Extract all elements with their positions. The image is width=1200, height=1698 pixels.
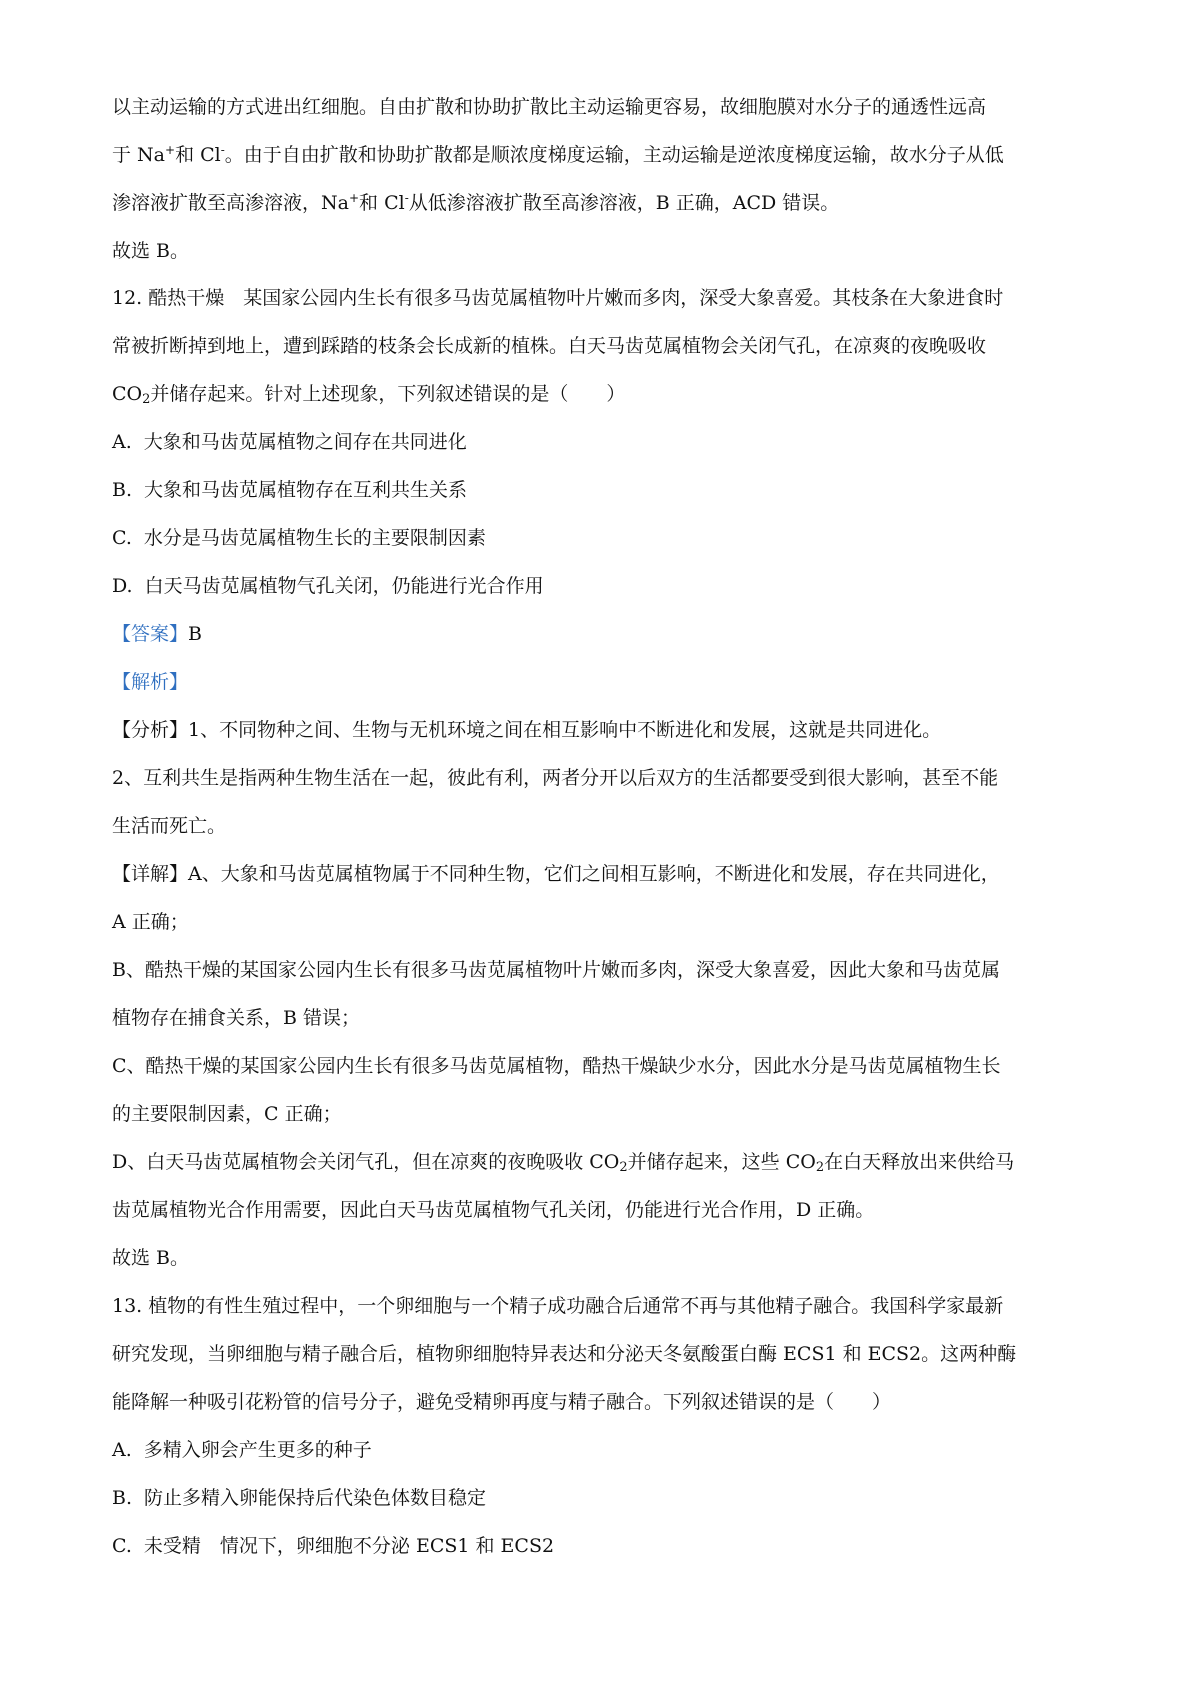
- text: 渗溶液扩散至高渗溶液，Na: [112, 192, 349, 214]
- text: 齿苋属植物光合作用需要，因此白天马齿苋属植物气孔关闭，仍能进行光合作用，D 正确。: [112, 1199, 875, 1221]
- option-letter: C.: [112, 527, 132, 549]
- option-text: 大象和马齿苋属植物存在互利共生关系: [144, 479, 468, 501]
- analysis-tag-line: [112, 667, 188, 697]
- text: 从低渗溶液扩散至高渗溶液，B 正确，ACD 错误。: [408, 192, 840, 214]
- analysis-line: [112, 715, 941, 745]
- option-b: [112, 475, 467, 505]
- text: 研究发现，当卵细胞与精子融合后，植物卵细胞特异表达和分泌天冬氨酸蛋白酶 ECS1 和 ECS2。这两种酶: [112, 1343, 1017, 1365]
- analysis-line: [112, 811, 226, 841]
- option-a: [112, 427, 467, 457]
- text: B、酷热干燥的某国家公园内生长有很多马齿苋属植物叶片嫩而多肉，深受大象喜爱，因此大象和马齿苋属: [112, 959, 1000, 981]
- option-c: [112, 523, 486, 553]
- question-13-stem: [112, 1387, 891, 1417]
- option-letter: B.: [112, 479, 133, 501]
- answer-tag: 【答案】: [112, 623, 189, 645]
- paragraph-line: [112, 140, 1004, 170]
- detail-line: [112, 1099, 342, 1129]
- option-letter: B.: [112, 1487, 133, 1509]
- text: 【详解】A、大象和马齿苋属植物属于不同种生物，它们之间相互影响，不断进化和发展，存在共同进化，: [112, 863, 1000, 885]
- text: 【分析】1、不同物种之间、生物与无机环境之间在相互影响中不断进化和发展，这就是共同进化。: [112, 719, 942, 741]
- question-12-stem: [112, 331, 986, 361]
- question-12-stem: [112, 379, 625, 409]
- option-b: [112, 1483, 486, 1513]
- text: A 正确；: [112, 911, 189, 933]
- text: 以主动运输的方式进出红细胞。自由扩散和协助扩散比主动运输更容易，故细胞膜对水分子的通透性远高: [112, 96, 987, 118]
- text: 和 Cl: [359, 192, 405, 214]
- superscript: -: [404, 191, 409, 205]
- analysis-line: [112, 763, 998, 793]
- text: 13. 植物的有性生殖过程中，一个卵细胞与一个精子成功融合后通常不再与其他精子融合。我国科学家最新: [112, 1295, 1004, 1317]
- text: 植物存在捕食关系，B 错误；: [112, 1007, 361, 1029]
- option-text: 防止多精入卵能保持后代染色体数目稳定: [144, 1487, 487, 1509]
- option-text: 未受精 情况下，卵细胞不分泌 ECS1 和 ECS2: [143, 1535, 555, 1557]
- option-text: 水分是马齿苋属植物生长的主要限制因素: [143, 527, 486, 549]
- superscript: -: [220, 143, 225, 157]
- text: 生活而死亡。: [112, 815, 227, 837]
- text: D、白天马齿苋属植物会关闭气孔，但在凉爽的夜晚吸收 CO: [112, 1151, 620, 1173]
- option-letter: D.: [112, 575, 133, 597]
- option-text: 大象和马齿苋属植物之间存在共同进化: [143, 431, 467, 453]
- detail-line: [112, 907, 189, 937]
- text: CO: [112, 383, 143, 405]
- superscript: +: [165, 143, 176, 157]
- detail-line: [112, 955, 1000, 985]
- text: 的主要限制因素，C 正确；: [112, 1103, 342, 1125]
- option-letter: C.: [112, 1535, 132, 1557]
- text: 故选 B。: [112, 240, 190, 262]
- text: 并储存起来，这些 CO: [627, 1151, 816, 1173]
- answer-line: [112, 619, 202, 649]
- text: 故选 B。: [112, 1247, 190, 1269]
- question-13-stem: [112, 1291, 1003, 1321]
- detail-line: [112, 859, 1000, 889]
- paragraph-line: [112, 92, 986, 122]
- text: 能降解一种吸引花粉管的信号分子，避免受精卵再度与精子融合。下列叙述错误的是（ ）: [112, 1391, 892, 1413]
- text: 并储存起来。针对上述现象，下列叙述错误的是（ ）: [150, 383, 626, 405]
- option-a: [112, 1435, 372, 1465]
- option-letter: A.: [112, 1439, 132, 1461]
- text: 常被折断掉到地上，遭到踩踏的枝条会长成新的植株。白天马齿苋属植物会关闭气孔，在凉爽的夜晚吸收: [112, 335, 987, 357]
- analysis-tag: 【解析】: [112, 671, 189, 693]
- subscript: 2: [142, 392, 151, 407]
- superscript: +: [348, 191, 360, 205]
- question-13-stem: [112, 1339, 1016, 1369]
- conclusion-line: [112, 1243, 189, 1273]
- text: 12. 酷热干燥 某国家公园内生长有很多马齿苋属植物叶片嫩而多肉，深受大象喜爱。其枝条在大象进食时: [112, 287, 1004, 309]
- option-text: 白天马齿苋属植物气孔关闭，仍能进行光合作用: [144, 575, 544, 597]
- text: C、酷热干燥的某国家公园内生长有很多马齿苋属植物，酷热干燥缺少水分，因此水分是马齿苋属植物生长: [112, 1055, 1001, 1077]
- detail-line: [112, 1195, 874, 1225]
- paragraph-line: [112, 188, 839, 218]
- option-d: [112, 571, 544, 601]
- answer-value: B: [188, 623, 202, 645]
- question-12-stem: [112, 283, 1003, 313]
- conclusion-line: [112, 236, 189, 266]
- subscript: 2: [619, 1160, 628, 1175]
- text: 2、互利共生是指两种生物生活在一起，彼此有利，两者分开以后双方的生活都要受到很大影响，甚至不能: [112, 767, 999, 789]
- text: 在白天释放出来供给马: [824, 1151, 1015, 1173]
- text: 。由于自由扩散和协助扩散都是顺浓度梯度运输，主动运输是逆浓度梯度运输，故水分子从低: [224, 144, 1004, 166]
- detail-line: [112, 1003, 360, 1033]
- detail-line: [112, 1147, 1014, 1177]
- option-c: [112, 1531, 554, 1561]
- text: 于 Na: [112, 144, 165, 166]
- option-text: 多精入卵会产生更多的种子: [143, 1439, 372, 1461]
- text: 和 Cl: [175, 144, 221, 166]
- detail-line: [112, 1051, 1001, 1081]
- subscript: 2: [815, 1160, 825, 1175]
- option-letter: A.: [112, 431, 132, 453]
